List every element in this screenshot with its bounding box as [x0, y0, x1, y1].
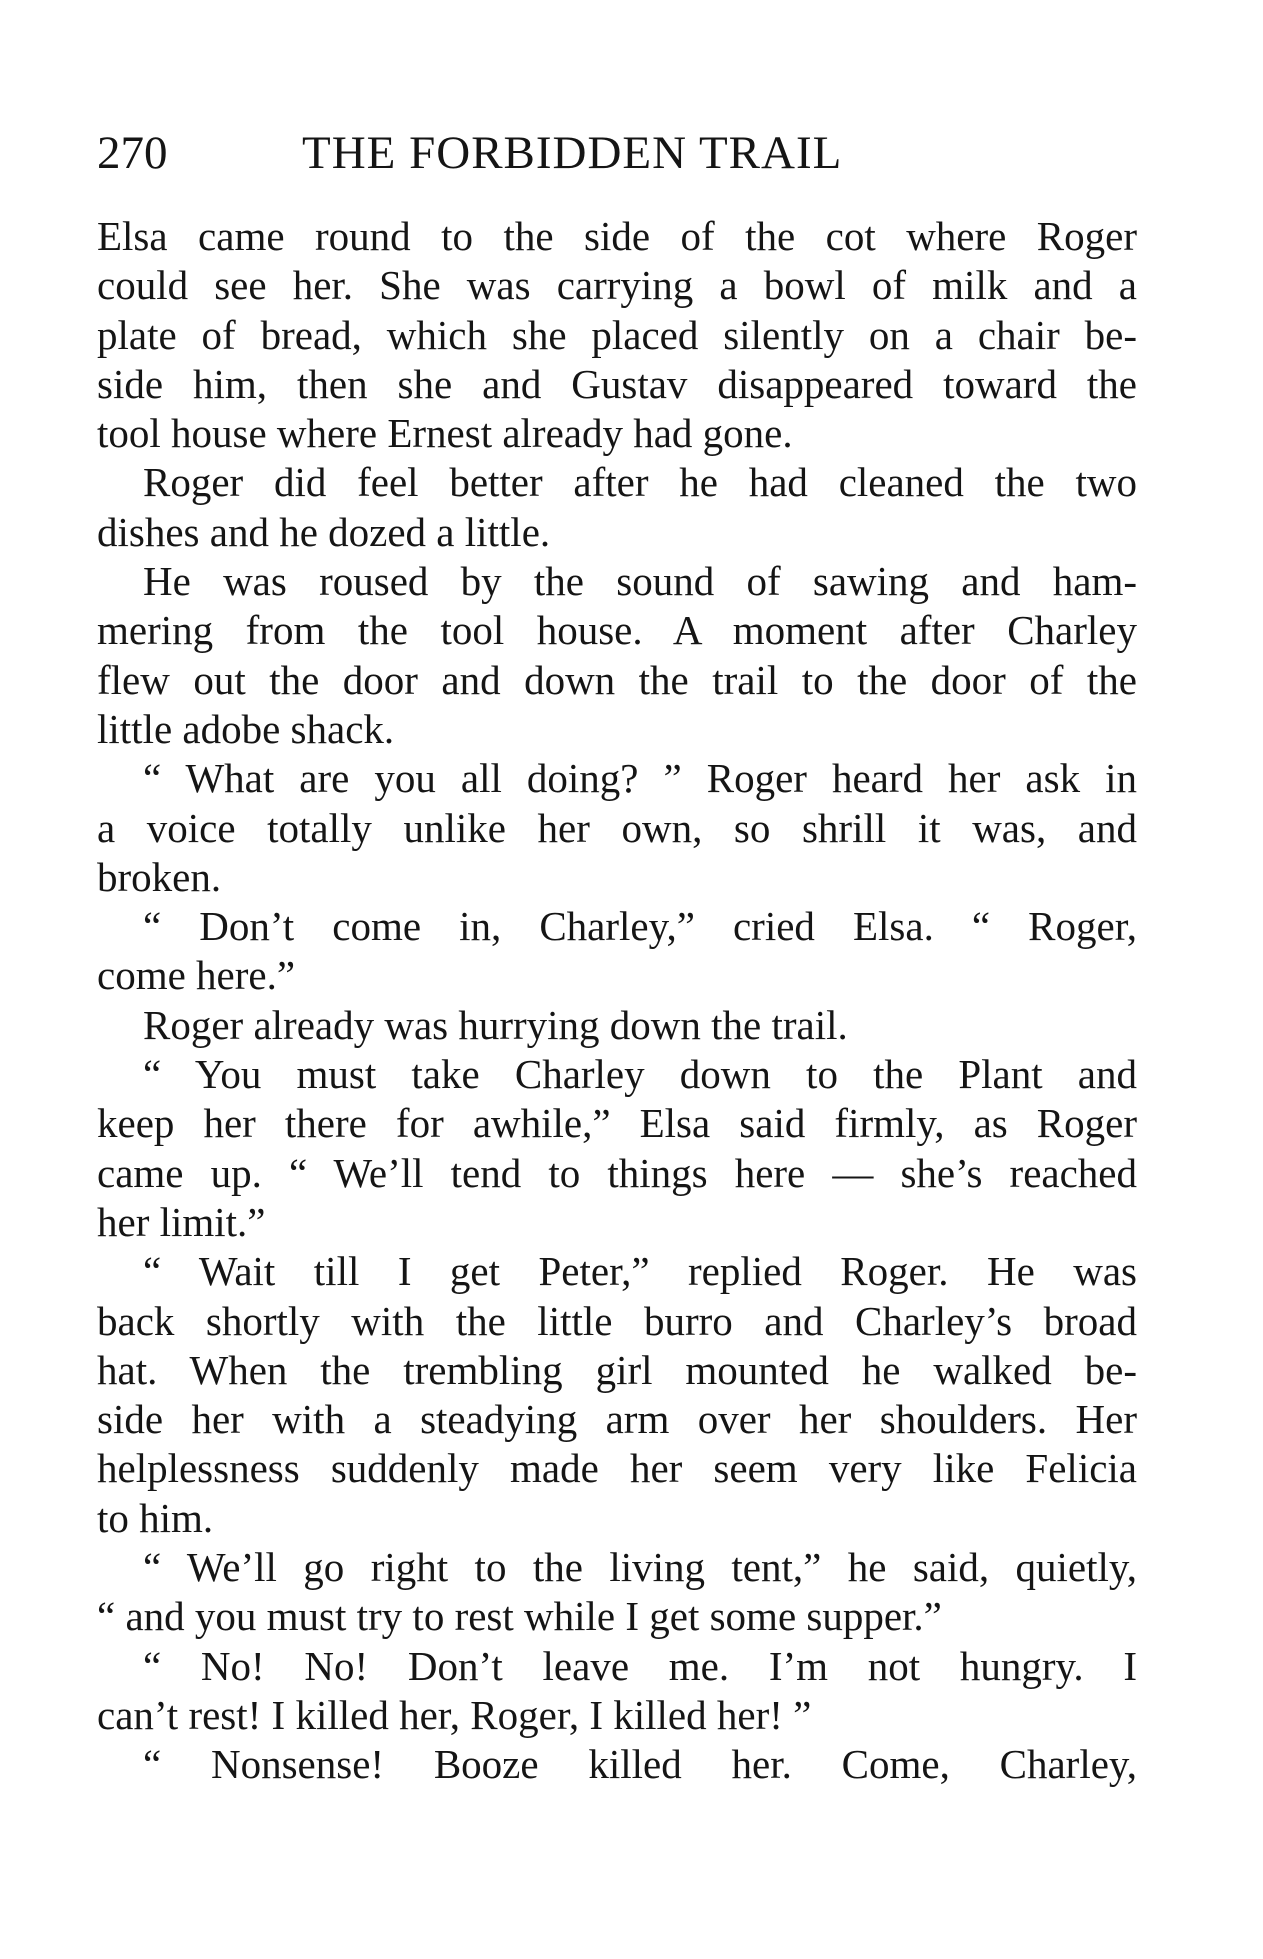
text-line: side her with a steadying arm over her shoulders. Her	[97, 1396, 1137, 1443]
text-line: “ Wait till I get Peter,” replied Roger. He was	[143, 1248, 1137, 1295]
text-line: Elsa came round to the side of the cot where Roger	[97, 213, 1137, 259]
text-line: Roger did feel better after he had cleaned the two	[143, 459, 1137, 506]
text-line: her limit.”	[97, 1198, 266, 1245]
text-line: “ We’ll go right to the living tent,” he said, quietly,	[143, 1544, 1137, 1591]
text-line: keep her there for awhile,” Elsa said firmly, as Roger	[97, 1100, 1137, 1147]
text-line: “ No! No! Don’t leave me. I’m not hungry. I	[143, 1642, 1137, 1689]
text-line: plate of bread, which she placed silently on a chair be-	[97, 311, 1137, 358]
text-line: helplessness suddenly made her seem very like Felicia	[97, 1445, 1137, 1492]
text-line: “ You must take Charley down to the Plant and	[143, 1051, 1137, 1098]
text-line: come here.”	[97, 952, 296, 999]
text-line: to him.	[97, 1494, 214, 1541]
text-line: back shortly with the little burro and Charley’s broad	[97, 1297, 1137, 1344]
page-number: 270	[97, 127, 168, 179]
text-line: “ Nonsense! Booze killed her. Come, Charley,	[143, 1741, 1137, 1788]
text-line: came up. “ We’ll tend to things here — she’s reached	[97, 1149, 1137, 1196]
text-line: side him, then she and Gustav disappeared toward the	[97, 360, 1137, 407]
running-head	[97, 118, 1137, 188]
text-line: Roger already was hurrying down the trail.	[143, 1001, 848, 1048]
text-line: mering from the tool house. A moment after Charley	[97, 607, 1137, 654]
text-line: a voice totally unlike her own, so shrill it was, and	[97, 804, 1137, 851]
text-line: dishes and he dozed a little.	[97, 508, 551, 555]
text-line: little adobe shack.	[97, 705, 395, 752]
text-line: flew out the door and down the trail to the door of the	[97, 656, 1137, 703]
text-line: broken.	[97, 853, 222, 900]
text-line: hat. When the trembling girl mounted he walked be-	[97, 1346, 1137, 1393]
text-line: He was roused by the sound of sawing and ham-	[143, 558, 1137, 605]
text-line: can’t rest! I killed her, Roger, I killed her! ”	[97, 1691, 812, 1738]
text-line: “ What are you all doing? ” Roger heard her ask in	[143, 755, 1137, 802]
text-line: tool house where Ernest already had gone.	[97, 410, 793, 457]
text-line: “ Don’t come in, Charley,” cried Elsa. “ Roger,	[143, 903, 1137, 950]
body-text	[97, 212, 1137, 1790]
text-line: “ and you must try to rest while I get some supper.”	[97, 1593, 942, 1640]
book-title: THE FORBIDDEN TRAIL	[302, 127, 843, 179]
text-line: could see her. She was carrying a bowl of milk and a	[97, 262, 1137, 309]
